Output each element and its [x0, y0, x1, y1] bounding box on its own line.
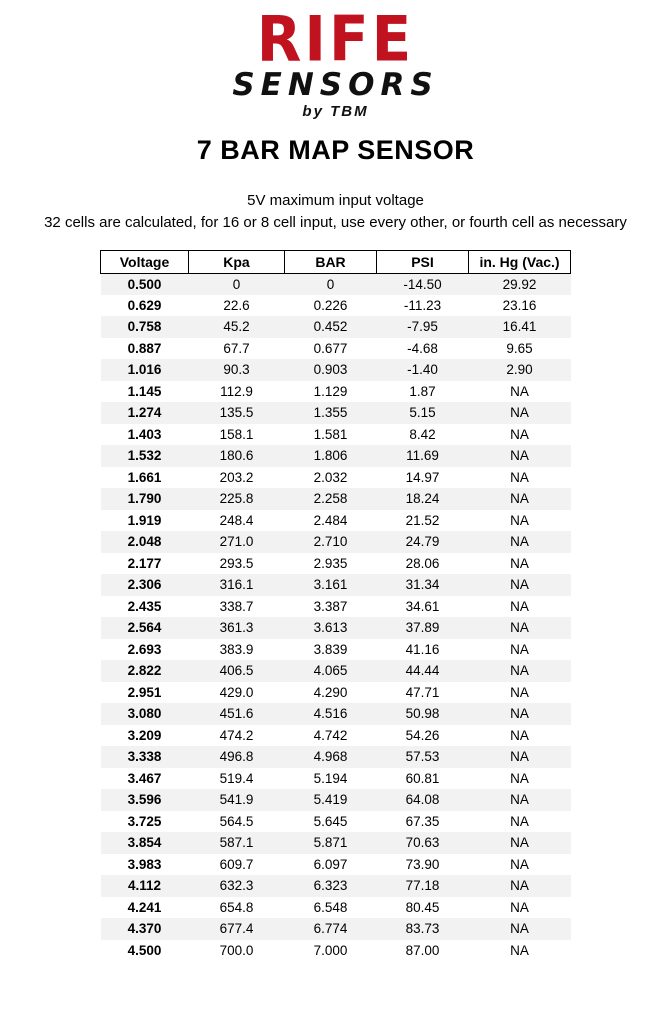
value-cell: 44.44 — [405, 663, 440, 679]
value-cell: 64.08 — [405, 792, 440, 808]
voltage-cell: 0.500 — [127, 276, 162, 292]
value-cell: NA — [510, 620, 529, 636]
table-row — [101, 488, 571, 510]
value-cell: NA — [510, 770, 529, 786]
value-cell: 4.742 — [313, 727, 348, 743]
table-row — [101, 402, 571, 424]
value-cell: 41.16 — [405, 641, 440, 657]
value-cell: 429.0 — [219, 684, 254, 700]
value-cell: 80.45 — [405, 899, 440, 915]
voltage-cell: 1.532 — [127, 448, 162, 464]
table-row — [101, 553, 571, 575]
value-cell: 22.6 — [223, 297, 250, 313]
table-row — [101, 531, 571, 553]
value-cell: -14.50 — [403, 276, 442, 292]
value-cell: 316.1 — [219, 577, 254, 593]
value-cell: 57.53 — [405, 749, 440, 765]
value-cell: 21.52 — [405, 512, 440, 528]
value-cell: 6.097 — [313, 856, 348, 872]
table-row — [101, 316, 571, 338]
value-cell: 1.806 — [313, 448, 348, 464]
voltage-cell: 3.338 — [127, 749, 162, 765]
voltage-cell: 3.854 — [127, 835, 162, 851]
value-cell: 18.24 — [405, 491, 440, 507]
voltage-cell: 2.306 — [127, 577, 162, 593]
value-cell: 383.9 — [219, 641, 254, 657]
value-cell: 1.87 — [409, 383, 436, 399]
value-cell: 45.2 — [223, 319, 250, 335]
table-row — [101, 596, 571, 618]
value-cell: 0.226 — [313, 297, 348, 313]
value-cell: 3.161 — [313, 577, 348, 593]
voltage-cell: 1.919 — [127, 512, 162, 528]
table-row — [101, 424, 571, 446]
value-cell: 11.69 — [406, 448, 439, 464]
table-row — [101, 467, 571, 489]
voltage-cell: 1.661 — [127, 469, 162, 485]
logo-byline: by TBM — [302, 103, 369, 120]
value-cell: 654.8 — [219, 899, 254, 915]
value-cell: 519.4 — [219, 770, 254, 786]
value-cell: 4.065 — [313, 663, 348, 679]
table-row — [101, 338, 571, 360]
value-cell: 37.89 — [405, 620, 440, 636]
value-cell: 0.677 — [313, 340, 348, 356]
value-cell: 70.63 — [405, 835, 440, 851]
table-row — [101, 510, 571, 532]
value-cell: 609.7 — [219, 856, 254, 872]
value-cell: 9.65 — [506, 340, 533, 356]
rife-sensors-logo — [0, 2, 671, 120]
value-cell: NA — [510, 534, 529, 550]
table-body — [101, 273, 571, 961]
value-cell: 587.1 — [219, 835, 254, 851]
value-cell: 293.5 — [219, 555, 254, 571]
voltage-cell: 3.080 — [127, 706, 162, 722]
value-cell: NA — [510, 792, 529, 808]
value-cell: 90.3 — [223, 362, 250, 378]
table-row — [101, 359, 571, 381]
value-cell: 34.61 — [405, 598, 440, 614]
value-cell: 677.4 — [219, 921, 254, 937]
value-cell: 541.9 — [219, 792, 254, 808]
column-header-in-hg-vac: in. Hg (Vac.) — [469, 250, 571, 273]
value-cell: NA — [510, 856, 529, 872]
table-row — [101, 789, 571, 811]
value-cell: NA — [510, 727, 529, 743]
value-cell: NA — [510, 706, 529, 722]
table-row — [101, 381, 571, 403]
voltage-cell: 2.177 — [127, 555, 162, 571]
value-cell: 5.419 — [313, 792, 348, 808]
voltage-cell: 1.274 — [127, 405, 162, 421]
value-cell: 0.452 — [313, 319, 348, 335]
value-cell: -4.68 — [407, 340, 438, 356]
value-cell: 135.5 — [219, 405, 254, 421]
table-row — [101, 875, 571, 897]
value-cell: 5.194 — [313, 770, 348, 786]
value-cell: 361.3 — [219, 620, 254, 636]
value-cell: NA — [510, 641, 529, 657]
value-cell: 5.645 — [313, 813, 348, 829]
value-cell: 3.839 — [313, 641, 348, 657]
value-cell: 2.710 — [313, 534, 348, 550]
value-cell: 632.3 — [219, 878, 254, 894]
value-cell: 60.81 — [405, 770, 440, 786]
value-cell: 203.2 — [219, 469, 254, 485]
value-cell: 67.7 — [223, 340, 250, 356]
value-cell: 700.0 — [219, 942, 254, 958]
value-cell: 451.6 — [219, 706, 254, 722]
value-cell: NA — [510, 663, 529, 679]
table-row — [101, 682, 571, 704]
value-cell: 5.871 — [313, 835, 348, 851]
voltage-cell: 1.145 — [127, 383, 162, 399]
value-cell: 67.35 — [405, 813, 440, 829]
value-cell: 2.484 — [313, 512, 348, 528]
table-row — [101, 854, 571, 876]
value-cell: 6.323 — [313, 878, 348, 894]
value-cell: 2.90 — [506, 362, 533, 378]
value-cell: 29.92 — [502, 276, 537, 292]
voltage-cell: 3.725 — [127, 813, 162, 829]
table-row — [101, 273, 571, 295]
table-row — [101, 660, 571, 682]
voltage-cell: 3.596 — [127, 792, 162, 808]
value-cell: 6.774 — [313, 921, 348, 937]
value-cell: -1.40 — [407, 362, 438, 378]
value-cell: 2.032 — [313, 469, 348, 485]
table-header — [101, 250, 571, 273]
voltage-cell: 4.500 — [127, 942, 162, 958]
value-cell: 1.129 — [313, 383, 348, 399]
table-row — [101, 617, 571, 639]
table-row — [101, 811, 571, 833]
value-cell: 1.581 — [313, 426, 348, 442]
value-cell: 14.97 — [405, 469, 440, 485]
value-cell: 0 — [232, 276, 241, 292]
value-cell: NA — [510, 555, 529, 571]
value-cell: 83.73 — [405, 921, 440, 937]
value-cell: NA — [510, 684, 529, 700]
value-cell: NA — [510, 899, 529, 915]
value-cell: 564.5 — [219, 813, 254, 829]
value-cell: 6.548 — [313, 899, 348, 915]
value-cell: 158.1 — [219, 426, 254, 442]
value-cell: 248.4 — [219, 512, 254, 528]
value-cell: 23.16 — [502, 297, 537, 313]
value-cell: 77.18 — [405, 878, 440, 894]
value-cell: 28.06 — [405, 555, 440, 571]
voltage-cell: 3.467 — [127, 770, 162, 786]
value-cell: 7.000 — [313, 942, 348, 958]
value-cell: NA — [510, 577, 529, 593]
table-row — [101, 725, 571, 747]
voltage-cell: 1.403 — [127, 426, 162, 442]
value-cell: 474.2 — [219, 727, 254, 743]
voltage-cell: 2.822 — [127, 663, 162, 679]
voltage-cell: 2.693 — [127, 641, 162, 657]
voltage-cell: 4.370 — [127, 921, 162, 937]
value-cell: 0.903 — [313, 362, 348, 378]
value-cell: NA — [510, 448, 529, 464]
voltage-cell: 0.758 — [127, 319, 162, 335]
value-cell: 54.26 — [405, 727, 440, 743]
value-cell: -11.23 — [403, 297, 442, 313]
value-cell: 180.6 — [219, 448, 254, 464]
sensor-data-table — [100, 250, 571, 962]
voltage-cell: 1.016 — [127, 362, 162, 378]
value-cell: 24.79 — [405, 534, 440, 550]
value-cell: 2.258 — [313, 491, 348, 507]
subtitle-cell-note: 32 cells are calculated, for 16 or 8 cell input, use every other, or fourth cell as necessary — [44, 213, 627, 231]
voltage-cell: 1.790 — [127, 491, 162, 507]
voltage-cell: 3.209 — [127, 727, 162, 743]
sensors-logo-text: SENSORS — [232, 67, 439, 103]
table-row — [101, 295, 571, 317]
table-row — [101, 703, 571, 725]
value-cell: 5.15 — [409, 405, 436, 421]
voltage-cell: 0.629 — [127, 297, 162, 313]
voltage-cell: 2.435 — [127, 598, 162, 614]
table-row — [101, 746, 571, 768]
voltage-cell: 4.241 — [127, 899, 162, 915]
table-row — [101, 832, 571, 854]
voltage-cell: 4.112 — [127, 878, 162, 894]
column-header-voltage: Voltage — [101, 250, 189, 273]
value-cell: NA — [510, 942, 529, 958]
value-cell: 0 — [326, 276, 335, 292]
value-cell: 73.90 — [405, 856, 440, 872]
table-row — [101, 445, 571, 467]
value-cell: NA — [510, 835, 529, 851]
value-cell: NA — [510, 921, 529, 937]
value-cell: 50.98 — [405, 706, 440, 722]
value-cell: 112.9 — [220, 383, 253, 399]
table-row — [101, 918, 571, 940]
voltage-cell: 2.048 — [127, 534, 162, 550]
value-cell: NA — [510, 749, 529, 765]
column-header-bar: BAR — [285, 250, 377, 273]
value-cell: 4.290 — [313, 684, 348, 700]
voltage-cell: 2.564 — [127, 620, 162, 636]
column-header-kpa: Kpa — [189, 250, 285, 273]
subtitle-max-voltage: 5V maximum input voltage — [247, 192, 424, 209]
value-cell: 338.7 — [219, 598, 254, 614]
value-cell: 3.387 — [313, 598, 348, 614]
voltage-cell: 0.887 — [127, 340, 162, 356]
value-cell: NA — [510, 813, 529, 829]
value-cell: 47.71 — [405, 684, 440, 700]
value-cell: 31.34 — [405, 577, 440, 593]
value-cell: NA — [510, 598, 529, 614]
table-row — [101, 897, 571, 919]
page-title: 7 BAR MAP SENSOR — [196, 135, 475, 165]
value-cell: 87.00 — [405, 942, 440, 958]
table-row — [101, 639, 571, 661]
table-row — [101, 768, 571, 790]
value-cell: NA — [510, 512, 529, 528]
value-cell: NA — [510, 405, 529, 421]
table-row — [101, 574, 571, 596]
header-row — [101, 250, 571, 273]
column-header-psi: PSI — [377, 250, 469, 273]
value-cell: 16.41 — [502, 319, 537, 335]
value-cell: -7.95 — [407, 319, 438, 335]
value-cell: 225.8 — [219, 491, 254, 507]
value-cell: 4.516 — [313, 706, 348, 722]
rife-logo-text: RIFE — [256, 2, 415, 76]
value-cell: 2.935 — [313, 555, 348, 571]
table-row — [101, 940, 571, 962]
value-cell: NA — [510, 383, 529, 399]
value-cell: NA — [510, 469, 529, 485]
value-cell: 496.8 — [219, 749, 254, 765]
value-cell: NA — [510, 878, 529, 894]
value-cell: NA — [510, 426, 529, 442]
voltage-cell: 3.983 — [127, 856, 162, 872]
value-cell: 1.355 — [313, 405, 348, 421]
value-cell: 271.0 — [219, 534, 254, 550]
value-cell: NA — [510, 491, 529, 507]
voltage-cell: 2.951 — [127, 684, 162, 700]
value-cell: 3.613 — [313, 620, 348, 636]
value-cell: 8.42 — [409, 426, 436, 442]
value-cell: 4.968 — [313, 749, 348, 765]
value-cell: 406.5 — [219, 663, 254, 679]
